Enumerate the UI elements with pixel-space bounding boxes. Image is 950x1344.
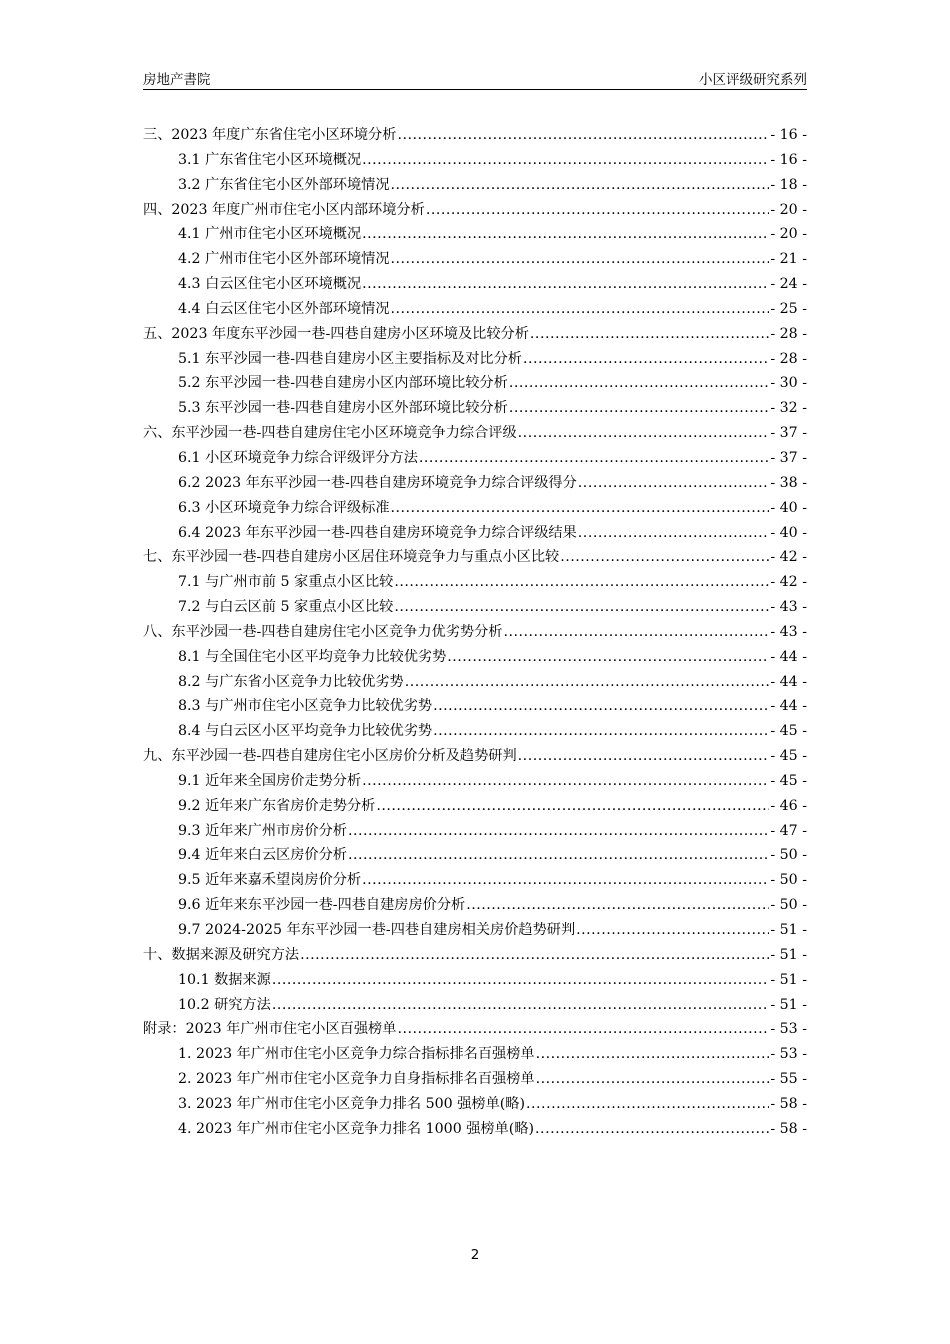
toc-section-entry[interactable]	[143, 372, 807, 397]
page-header	[143, 66, 807, 90]
toc-entry-page: - 50 -	[770, 872, 807, 889]
toc-entry-page: - 16 -	[770, 151, 807, 168]
toc-section-entry[interactable]	[143, 348, 807, 373]
toc-dot-leader	[391, 251, 770, 267]
toc-section-entry[interactable]	[143, 1043, 807, 1068]
toc-section-entry[interactable]	[143, 695, 807, 720]
toc-entry-page: - 30 -	[770, 375, 807, 392]
toc-entry-title: 7.1 与广州市前 5 家重点小区比较	[178, 574, 394, 591]
toc-section-entry[interactable]	[143, 770, 807, 795]
toc-dot-leader	[526, 1096, 769, 1112]
toc-entry-page: - 32 -	[770, 400, 807, 417]
toc-dot-leader	[426, 202, 770, 218]
toc-entry-title: 1. 2023 年广州市住宅小区竞争力综合指标排名百强榜单	[178, 1046, 535, 1063]
toc-entry-page: - 44 -	[770, 648, 807, 665]
toc-dot-leader	[394, 574, 769, 590]
toc-entry-title: 9.5 近年来嘉禾望岗房价分析	[178, 872, 362, 889]
toc-dot-leader	[397, 127, 769, 143]
toc-dot-leader	[530, 326, 769, 342]
toc-dot-leader	[419, 450, 769, 466]
toc-dot-leader	[394, 599, 769, 615]
toc-entry-title: 9.7 2024-2025 年东平沙园一巷-四巷自建房相关房价趋势研判	[178, 922, 576, 938]
toc-entry-page: - 28 -	[770, 325, 807, 342]
toc-chapter-entry[interactable]	[143, 546, 807, 571]
toc-chapter-entry[interactable]	[143, 944, 807, 969]
toc-chapter-entry[interactable]	[143, 323, 807, 348]
toc-section-entry[interactable]	[143, 894, 807, 919]
toc-dot-leader	[300, 947, 769, 963]
toc-section-entry[interactable]	[143, 1068, 807, 1093]
toc-section-entry[interactable]	[143, 248, 807, 273]
toc-dot-leader	[376, 798, 769, 814]
toc-section-entry[interactable]	[143, 571, 807, 596]
toc-entry-title: 4.1 广州市住宅小区环境概况	[178, 226, 362, 243]
header-publisher: 房地产書院	[143, 72, 211, 88]
toc-dot-leader	[272, 972, 769, 988]
toc-section-entry[interactable]	[143, 869, 807, 894]
toc-section-entry[interactable]	[143, 1093, 807, 1118]
toc-entry-page: - 40 -	[770, 524, 807, 541]
toc-entry-title: 4. 2023 年广州市住宅小区竞争力排名 1000 强榜单(略)	[178, 1120, 535, 1137]
toc-entry-title: 10.1 数据来源	[178, 971, 271, 988]
toc-dot-leader	[362, 226, 769, 242]
toc-section-entry[interactable]	[143, 671, 807, 696]
toc-entry-title: 6.1 小区环境竞争力综合评级评分方法	[178, 449, 418, 466]
toc-dot-leader	[362, 872, 769, 888]
toc-entry-page: - 42 -	[770, 574, 807, 591]
toc-entry-page: - 44 -	[770, 698, 807, 715]
toc-entry-title: 3.1 广东省住宅小区环境概况	[178, 151, 362, 168]
toc-dot-leader	[362, 276, 769, 292]
toc-dot-leader	[535, 1121, 769, 1137]
table-of-contents	[143, 124, 807, 1143]
toc-entry-page: - 43 -	[770, 599, 807, 616]
toc-entry-page: - 18 -	[770, 176, 807, 193]
header-series-title: 小区评级研究系列	[699, 72, 807, 88]
toc-dot-leader	[391, 500, 770, 516]
page-number: 2	[470, 1247, 480, 1263]
toc-entry-page: - 16 -	[770, 127, 807, 143]
toc-entry-title: 9.4 近年来白云区房价分析	[178, 847, 347, 864]
toc-section-entry[interactable]	[143, 149, 807, 174]
toc-entry-page: - 50 -	[770, 847, 807, 864]
toc-entry-page: - 58 -	[770, 1120, 807, 1137]
toc-entry-title: 4.3 白云区住宅小区环境概况	[178, 276, 362, 293]
toc-dot-leader	[447, 649, 769, 665]
toc-section-entry[interactable]	[143, 969, 807, 994]
toc-entry-title: 五、2023 年度东平沙园一巷-四巷自建房小区环境及比较分析	[143, 325, 529, 342]
toc-entry-page: - 50 -	[770, 897, 807, 914]
toc-entry-page: - 37 -	[770, 449, 807, 466]
toc-dot-leader	[362, 152, 769, 168]
toc-entry-page: - 40 -	[770, 499, 807, 516]
toc-section-entry[interactable]	[143, 1118, 807, 1143]
toc-dot-leader	[518, 425, 770, 441]
toc-section-entry[interactable]	[143, 820, 807, 845]
toc-dot-leader	[523, 351, 769, 367]
toc-entry-page: - 51 -	[770, 996, 807, 1013]
toc-section-entry[interactable]	[143, 994, 807, 1019]
toc-entry-title: 9.3 近年来广州市房价分析	[178, 822, 347, 839]
toc-section-entry[interactable]	[143, 795, 807, 820]
toc-section-entry[interactable]	[143, 447, 807, 472]
toc-dot-leader	[518, 748, 770, 764]
toc-dot-leader	[362, 773, 769, 789]
toc-dot-leader	[536, 1071, 770, 1087]
toc-dot-leader	[466, 897, 769, 913]
toc-dot-leader	[272, 997, 769, 1013]
toc-entry-title: 5.3 东平沙园一巷-四巷自建房小区外部环境比较分析	[178, 400, 508, 417]
toc-entry-page: - 51 -	[770, 922, 807, 938]
toc-section-entry[interactable]	[143, 273, 807, 298]
toc-entry-page: - 53 -	[770, 1021, 807, 1038]
toc-entry-title: 九、东平沙园一巷-四巷自建房住宅小区房价分析及趋势研判	[143, 748, 517, 765]
toc-entry-title: 6.2 2023 年东平沙园一巷-四巷自建房环境竞争力综合评级得分	[178, 474, 577, 491]
toc-entry-title: 9.6 近年来东平沙园一巷-四巷自建房房价分析	[178, 897, 466, 914]
toc-entry-title: 4.4 白云区住宅小区外部环境情况	[178, 300, 390, 317]
toc-dot-leader	[503, 624, 769, 640]
toc-entry-page: - 20 -	[770, 201, 807, 218]
toc-entry-page: - 42 -	[770, 549, 807, 566]
toc-entry-title: 3.2 广东省住宅小区外部环境情况	[178, 176, 390, 193]
toc-entry-page: - 45 -	[770, 748, 807, 765]
toc-section-entry[interactable]	[143, 397, 807, 422]
toc-section-entry[interactable]	[143, 844, 807, 869]
toc-dot-leader	[433, 723, 769, 739]
toc-entry-title: 三、2023 年度广东省住宅小区环境分析	[143, 127, 397, 143]
toc-section-entry[interactable]	[143, 472, 807, 497]
toc-dot-leader	[391, 301, 770, 317]
toc-entry-page: - 45 -	[770, 723, 807, 740]
toc-chapter-entry[interactable]	[143, 422, 807, 447]
toc-dot-leader	[509, 375, 770, 391]
toc-entry-page: - 43 -	[770, 623, 807, 640]
toc-entry-title: 5.1 东平沙园一巷-四巷自建房小区主要指标及对比分析	[178, 350, 522, 367]
toc-entry-page: - 24 -	[770, 276, 807, 293]
toc-dot-leader	[397, 1021, 769, 1037]
toc-entry-page: - 38 -	[770, 474, 807, 491]
toc-entry-title: 4.2 广州市住宅小区外部环境情况	[178, 251, 390, 268]
toc-entry-page: - 55 -	[770, 1071, 807, 1088]
toc-entry-title: 四、2023 年度广州市住宅小区内部环境分析	[143, 201, 425, 218]
toc-entry-title: 2. 2023 年广州市住宅小区竞争力自身指标排名百强榜单	[178, 1071, 535, 1088]
toc-entry-title: 十、数据来源及研究方法	[143, 946, 300, 963]
toc-dot-leader	[578, 525, 770, 541]
toc-entry-title: 8.3 与广州市住宅小区竞争力比较优劣势	[178, 698, 433, 715]
toc-entry-title: 8.4 与白云区小区平均竞争力比较优劣势	[178, 723, 433, 740]
toc-chapter-entry[interactable]	[143, 199, 807, 224]
toc-dot-leader	[433, 698, 769, 714]
toc-entry-title: 附录：2023 年广州市住宅小区百强榜单	[143, 1021, 397, 1038]
toc-entry-page: - 45 -	[770, 772, 807, 789]
toc-entry-title: 7.2 与白云区前 5 家重点小区比较	[178, 599, 394, 616]
toc-chapter-entry[interactable]	[143, 1018, 807, 1043]
toc-entry-title: 六、东平沙园一巷-四巷自建房住宅小区环境竞争力综合评级	[143, 425, 517, 442]
toc-entry-page: - 44 -	[770, 673, 807, 690]
toc-entry-title: 七、东平沙园一巷-四巷自建房小区居住环境竞争力与重点小区比较	[143, 549, 560, 566]
toc-entry-page: - 20 -	[770, 226, 807, 243]
toc-section-entry[interactable]	[143, 522, 807, 547]
toc-section-entry[interactable]	[143, 497, 807, 522]
toc-entry-page: - 28 -	[770, 350, 807, 367]
toc-entry-title: 6.3 小区环境竞争力综合评级标准	[178, 499, 390, 516]
header-divider	[143, 89, 807, 90]
toc-entry-title: 9.1 近年来全国房价走势分析	[178, 772, 362, 789]
toc-section-entry[interactable]	[143, 596, 807, 621]
toc-entry-title: 10.2 研究方法	[178, 996, 271, 1013]
toc-entry-page: - 51 -	[770, 971, 807, 988]
toc-entry-page: - 25 -	[770, 300, 807, 317]
toc-entry-page: - 46 -	[770, 797, 807, 814]
toc-dot-leader	[576, 922, 769, 938]
toc-entry-title: 5.2 东平沙园一巷-四巷自建房小区内部环境比较分析	[178, 375, 508, 392]
toc-section-entry[interactable]	[143, 174, 807, 199]
toc-section-entry[interactable]	[143, 919, 807, 944]
toc-dot-leader	[560, 549, 769, 565]
toc-entry-title: 8.1 与全国住宅小区平均竞争力比较优劣势	[178, 648, 447, 665]
toc-chapter-entry[interactable]	[143, 745, 807, 770]
toc-entry-page: - 47 -	[770, 822, 807, 839]
toc-entry-title: 8.2 与广东省小区竞争力比较优劣势	[178, 673, 404, 690]
toc-entry-title: 八、东平沙园一巷-四巷自建房住宅小区竞争力优劣势分析	[143, 623, 503, 640]
toc-section-entry[interactable]	[143, 646, 807, 671]
toc-entry-title: 3. 2023 年广州市住宅小区竞争力排名 500 强榜单(略)	[178, 1095, 526, 1112]
toc-dot-leader	[348, 823, 769, 839]
toc-chapter-entry[interactable]	[143, 124, 807, 149]
toc-chapter-entry[interactable]	[143, 621, 807, 646]
toc-dot-leader	[391, 177, 770, 193]
toc-entry-title: 6.4 2023 年东平沙园一巷-四巷自建房环境竞争力综合评级结果	[178, 524, 577, 541]
toc-dot-leader	[405, 674, 770, 690]
toc-entry-page: - 58 -	[770, 1095, 807, 1112]
toc-entry-title: 9.2 近年来广东省房价走势分析	[178, 797, 376, 814]
toc-dot-leader	[578, 475, 770, 491]
toc-section-entry[interactable]	[143, 223, 807, 248]
toc-section-entry[interactable]	[143, 298, 807, 323]
toc-dot-leader	[348, 847, 769, 863]
toc-entry-page: - 53 -	[770, 1046, 807, 1063]
toc-dot-leader	[509, 400, 770, 416]
toc-section-entry[interactable]	[143, 720, 807, 745]
toc-entry-page: - 37 -	[770, 425, 807, 442]
toc-dot-leader	[536, 1046, 770, 1062]
toc-entry-page: - 51 -	[770, 946, 807, 963]
toc-entry-page: - 21 -	[770, 251, 807, 268]
